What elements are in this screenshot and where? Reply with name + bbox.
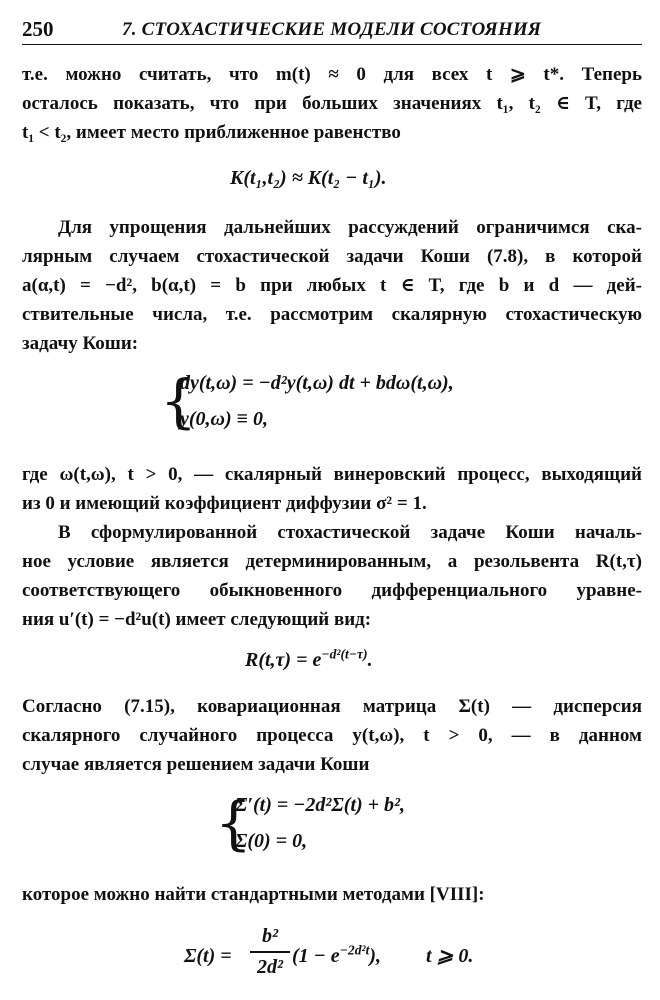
text-line-9: где ω(t,ω), t > 0, — скалярный винеровский процесс, выходящий	[22, 464, 642, 485]
fraction-bar	[250, 951, 290, 953]
text-line-5: лярным случаем стохастической задачи Коши (7.8), в которой	[22, 246, 642, 267]
resolvent-lhs: R(t,τ) = e	[245, 649, 322, 671]
variance-condition: t ⩾ 0.	[426, 945, 474, 967]
text-line-4: Для упрощения дальнейших рассуждений ограничимся ска-	[58, 217, 642, 238]
resolvent-period: .	[367, 649, 373, 671]
text-line-11: В сформулированной стохастической задаче Коши началь-	[58, 522, 642, 543]
text-line-15: Согласно (7.15), ковариационная матрица Σ(t) — дисперсия	[22, 696, 642, 717]
variance-fraction-numerator: b²	[262, 925, 278, 947]
variance-paren-close: ),	[369, 945, 382, 967]
text-line-14: ния u′(t) = −d²u(t) имеет следующий вид:	[22, 609, 372, 630]
equation-covariance-approx: K(t₁,t₂) ≈ K(t₂ − t₁).	[230, 167, 387, 189]
variance-paren-open: (1 − e	[292, 945, 340, 967]
text-line-16: скалярного случайного процесса y(t,ω), t > 0, — в данном	[22, 725, 642, 746]
text-line-12: ное условие является детерминированным, а резольвента R(t,τ)	[22, 551, 642, 572]
text-line-10: из 0 и имеющий коэффициент диффузии σ² = 1.	[22, 493, 427, 514]
resolvent-exponent: −d²(t−τ)	[321, 646, 368, 662]
text-line-7: ствительные числа, т.е. рассмотрим скалярную стохастическую	[22, 304, 642, 325]
page-header	[22, 16, 642, 45]
page-number: 250	[22, 17, 54, 41]
variance-lhs: Σ(t) =	[184, 945, 232, 967]
system-1-line-a: dy(t,ω) = −d²y(t,ω) dt + bdω(t,ω),	[180, 372, 454, 394]
text-line-1: т.е. можно считать, что m(t) ≈ 0 для всех t ⩾ t*. Теперь	[22, 64, 642, 85]
system-2-line-a: Σ′(t) = −2d²Σ(t) + b²,	[235, 794, 406, 816]
text-line-2: осталось показать, что при больших значениях t₁, t₂ ∈ T, где	[22, 93, 642, 114]
text-line-18: которое можно найти стандартными методами [VIII]:	[22, 884, 485, 905]
text-line-17: случае является решением задачи Коши	[22, 754, 370, 775]
system-2-line-b: Σ(0) = 0,	[235, 830, 308, 852]
text-line-6: a(α,t) = −d², b(α,t) = b при любых t ∈ T, где b и d — дей-	[22, 275, 642, 296]
variance-fraction-denominator: 2d²	[257, 956, 283, 978]
text-line-13: соответствующего обыкновенного дифференциального уравне-	[22, 580, 642, 601]
text-line-8: задачу Коши:	[22, 333, 139, 354]
left-brace-1: {	[160, 367, 197, 435]
running-head: 7. СТОХАСТИЧЕСКИЕ МОДЕЛИ СОСТОЯНИЯ	[122, 19, 542, 40]
variance-paren-expression	[292, 941, 381, 971]
system-1-line-b: y(0,ω) ≡ 0,	[180, 408, 269, 430]
left-brace-2: {	[215, 789, 252, 857]
text-line-3: t₁ < t₂, имеет место приближенное равенство	[22, 122, 401, 143]
equation-resolvent	[245, 645, 373, 675]
variance-exponent: −2d²t	[339, 942, 370, 958]
